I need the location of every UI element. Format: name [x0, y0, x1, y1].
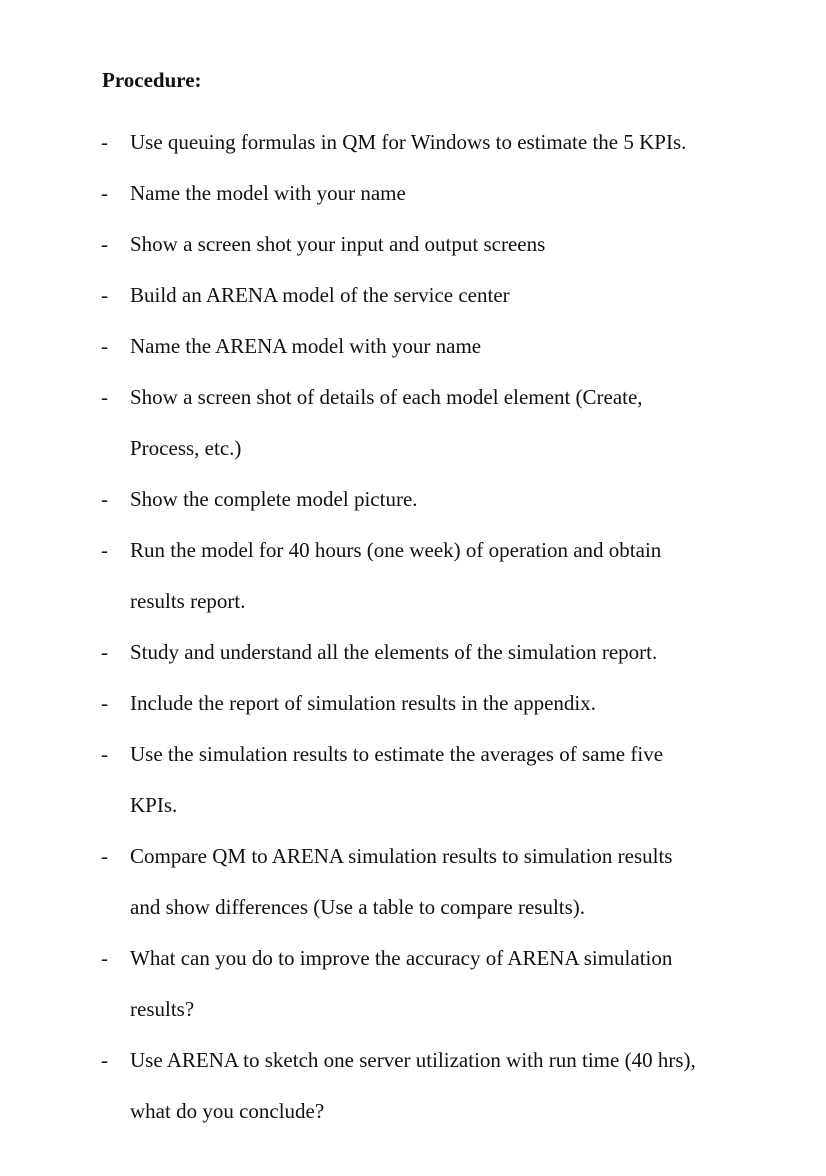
- bullet-dash: -: [101, 691, 108, 715]
- bullet-dash: -: [101, 283, 108, 307]
- procedure-item-line: Compare QM to ARENA simulation results to simulation results: [130, 844, 673, 868]
- procedure-item-line: Use the simulation results to estimate the averages of same five: [130, 742, 664, 766]
- bullet-dash: -: [101, 334, 108, 358]
- procedure-list: [0, 117, 826, 1137]
- procedure-item: [0, 117, 826, 168]
- bullet-dash: -: [101, 130, 108, 154]
- procedure-item: [0, 270, 826, 321]
- procedure-item: [0, 321, 826, 372]
- procedure-item-line: Name the ARENA model with your name: [130, 334, 482, 358]
- procedure-item: [0, 729, 826, 831]
- bullet-dash: -: [101, 538, 108, 562]
- procedure-item-line: Show the complete model picture.: [130, 487, 418, 511]
- procedure-item-line: results report.: [130, 589, 246, 613]
- procedure-heading: Procedure:: [102, 68, 202, 92]
- procedure-item: [0, 678, 826, 729]
- procedure-item-line: What can you do to improve the accuracy of ARENA simulation: [130, 946, 673, 970]
- procedure-item-line: Name the model with your name: [130, 181, 406, 205]
- procedure-item: [0, 168, 826, 219]
- procedure-item-line: Build an ARENA model of the service center: [130, 283, 510, 307]
- procedure-item: [0, 372, 826, 474]
- procedure-item: [0, 1035, 826, 1137]
- bullet-dash: -: [101, 742, 108, 766]
- procedure-item-line: results?: [130, 997, 195, 1021]
- procedure-item-line: Use ARENA to sketch one server utilization with run time (40 hrs),: [130, 1048, 696, 1072]
- procedure-item: [0, 627, 826, 678]
- bullet-dash: -: [101, 181, 108, 205]
- bullet-dash: -: [101, 1048, 108, 1072]
- bullet-dash: -: [101, 487, 108, 511]
- procedure-item: [0, 933, 826, 1035]
- procedure-item: [0, 474, 826, 525]
- procedure-item-line: what do you conclude?: [130, 1099, 325, 1123]
- bullet-dash: -: [101, 385, 108, 409]
- procedure-item-line: KPIs.: [130, 793, 178, 817]
- procedure-item: [0, 831, 826, 933]
- procedure-item-line: Include the report of simulation results in the appendix.: [130, 691, 596, 715]
- bullet-dash: -: [101, 946, 108, 970]
- bullet-dash: -: [101, 640, 108, 664]
- procedure-item-line: Run the model for 40 hours (one week) of operation and obtain: [130, 538, 662, 562]
- procedure-item-line: Study and understand all the elements of the simulation report.: [130, 640, 658, 664]
- procedure-item-line: Show a screen shot your input and output screens: [130, 232, 546, 256]
- procedure-item-line: Use queuing formulas in QM for Windows to estimate the 5 KPIs.: [130, 130, 687, 154]
- procedure-item-line: Process, etc.): [130, 436, 242, 460]
- procedure-item: [0, 525, 826, 627]
- procedure-item: [0, 219, 826, 270]
- bullet-dash: -: [101, 844, 108, 868]
- procedure-item-line: and show differences (Use a table to compare results).: [130, 895, 586, 919]
- bullet-dash: -: [101, 232, 108, 256]
- procedure-item-line: Show a screen shot of details of each model element (Create,: [130, 385, 643, 409]
